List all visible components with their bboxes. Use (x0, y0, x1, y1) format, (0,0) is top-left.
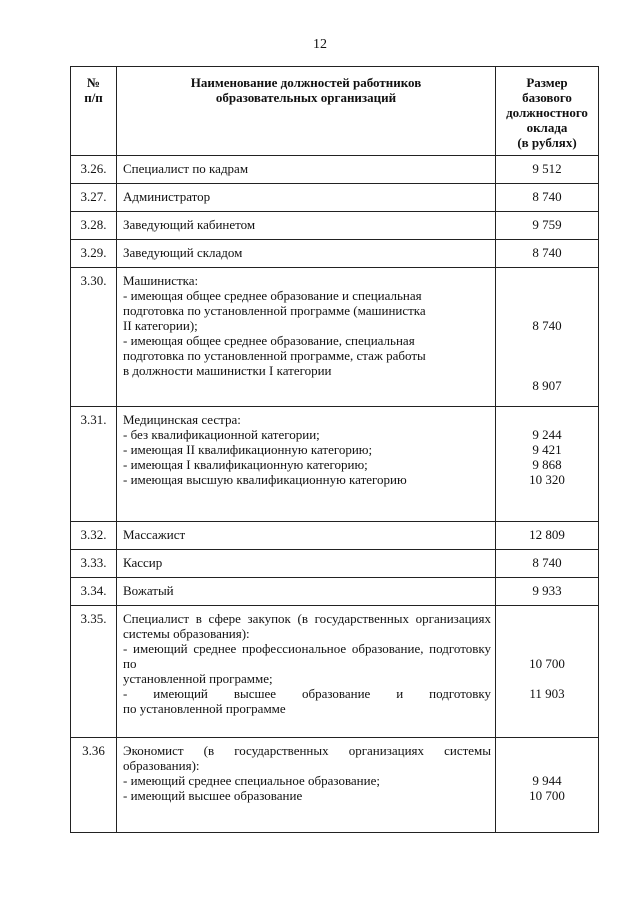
salary-value: 8 740 8 907 (496, 268, 599, 407)
salary-value: 9 759 (496, 212, 599, 240)
row-number: 3.35. (71, 606, 117, 738)
table-row (71, 184, 599, 212)
row-number: 3.34. (71, 578, 117, 606)
row-number: 3.32. (71, 522, 117, 550)
table-row (71, 606, 599, 738)
row-number: 3.33. (71, 550, 117, 578)
row-number: 3.26. (71, 156, 117, 184)
salary-value: 8 740 (496, 184, 599, 212)
salary-value: 9 944 10 700 (496, 738, 599, 833)
table-row (71, 522, 599, 550)
salary-value: 9 512 (496, 156, 599, 184)
table-row (71, 578, 599, 606)
table-header-row (71, 67, 599, 156)
salary-value: 9 244 9 421 9 868 10 320 (496, 407, 599, 522)
salary-value: 8 740 (496, 240, 599, 268)
position-name: Медицинская сестра: - без квалификационной категории; - имеющая II квалификационную категорию; - имеющая I квалификационную категорию; - имеющая высшую квалификационную категорию (117, 407, 496, 522)
row-number: 3.30. (71, 268, 117, 407)
row-number: 3.36 (71, 738, 117, 833)
position-name: Экономист (в государственных организациях системы образования): - имеющий среднее специальное образование; - имеющий высшее образование (117, 738, 496, 833)
salary-value: 9 933 (496, 578, 599, 606)
row-number: 3.29. (71, 240, 117, 268)
salary-value: 10 700 11 903 (496, 606, 599, 738)
position-name: Специалист по кадрам (117, 156, 496, 184)
position-name: Вожатый (117, 578, 496, 606)
table-row (71, 156, 599, 184)
position-name: Заведующий кабинетом (117, 212, 496, 240)
header-position-name: Наименование должностей работников образовательных организаций (117, 67, 496, 156)
table-row (71, 738, 599, 833)
position-name: Машинистка: - имеющая общее среднее образование и специальная подготовка по установленной программе (машинистка II категории); - имеющая общее среднее образование, специальная подготовка по установленной программе, стаж работы в должности машинистки I категории (117, 268, 496, 407)
table-row (71, 550, 599, 578)
salary-value: 8 740 (496, 550, 599, 578)
salary-value: 12 809 (496, 522, 599, 550)
row-number: 3.28. (71, 212, 117, 240)
salary-table (70, 66, 599, 833)
position-name: Кассир (117, 550, 496, 578)
header-salary: Размер базового должностного оклада (в рублях) (496, 67, 599, 156)
position-name: Администратор (117, 184, 496, 212)
table-row (71, 268, 599, 407)
row-number: 3.31. (71, 407, 117, 522)
position-name: Заведующий складом (117, 240, 496, 268)
table-row (71, 212, 599, 240)
position-name: Специалист в сфере закупок (в государственных организациях системы образования): - имеющий среднее профессиональное образование, подготовку по установленной программе; - имеющий высшее образование и подготовку по установленной программе (117, 606, 496, 738)
table-row (71, 240, 599, 268)
table-row (71, 407, 599, 522)
position-name: Массажист (117, 522, 496, 550)
row-number: 3.27. (71, 184, 117, 212)
page-number: 12 (313, 37, 327, 52)
header-number: № п/п (71, 67, 117, 156)
